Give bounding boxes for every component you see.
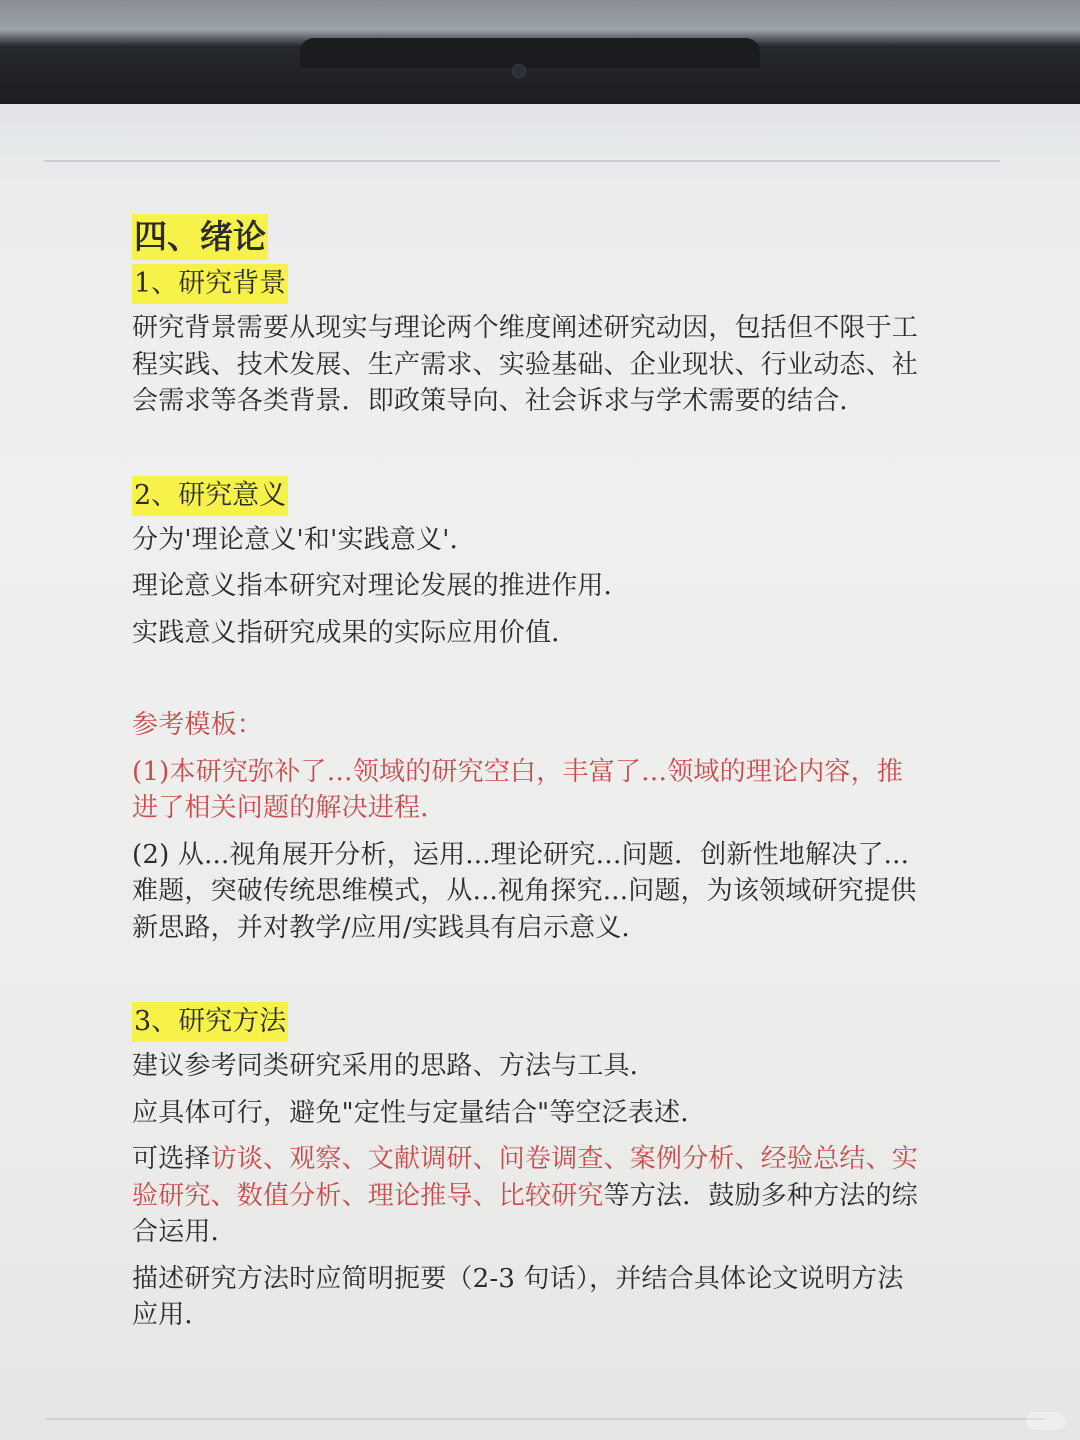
template-label: 参考模板： bbox=[132, 710, 264, 740]
significance-line-3: 实践意义指研究成果的实际应用价值． bbox=[132, 617, 578, 648]
page-top-rule bbox=[44, 160, 1000, 162]
section-title-significance-text: 2、研究意义 bbox=[132, 476, 288, 516]
template-item-2: (2) 从...视角展开分析，运用...理论研究…问题．创新性地解决了...难题，突破传统思维模式，从...视角探究...问题，为该领域研究提供新思路，并对教学/应用/实践具有启示意义． bbox=[132, 839, 917, 943]
document-screen bbox=[0, 104, 1080, 1440]
template-item-1: (1)本研究弥补了…领域的研究空白，丰富了…领域的理论内容，推进了相关问题的解决进程． bbox=[132, 756, 904, 823]
spacer bbox=[132, 946, 922, 1002]
significance-line-1: 分为'理论意义'和'实践意义'． bbox=[132, 524, 476, 555]
methods-list: 访谈、观察、文献调研、问卷调查、案例分析、经验总结、实验研究、数值分析、理论推导、比较研究 bbox=[132, 1144, 919, 1211]
spacer bbox=[132, 420, 922, 476]
methods-line-1: 建议参考同类研究采用的思路、方法与工具． bbox=[132, 1051, 657, 1081]
chapter-heading bbox=[132, 214, 922, 264]
significance-line-2: 理论意义指本研究对理论发展的推进作用． bbox=[132, 571, 630, 601]
background-paragraph: 研究背景需要从现实与理论两个维度阐述研究动因，包括但不限于工程实践、技术发展、生产需求、实验基础、企业现状、行业动态、社会需求等各类背景．即政策导向、社会诉求与学术需要的结合． bbox=[132, 313, 919, 416]
methods-line-2: 应具体可行，避免"定性与定量结合"等空泛表述． bbox=[132, 1097, 707, 1128]
section-title-significance bbox=[132, 476, 922, 522]
methods-line-3-prefix: 可选择 bbox=[132, 1144, 211, 1174]
page-bottom-rule bbox=[46, 1418, 1046, 1420]
chapter-heading-text: 四、绪论 bbox=[132, 214, 268, 260]
section-title-methods bbox=[132, 1002, 922, 1048]
methods-line-3-suffix: 等方法．鼓励多种方法的综合运用． bbox=[132, 1180, 919, 1247]
laptop-bezel bbox=[0, 0, 1080, 110]
section-title-methods-text: 3、研究方法 bbox=[132, 1002, 288, 1042]
webcam-icon bbox=[512, 64, 526, 78]
section-title-background-text: 1、研究背景 bbox=[132, 264, 288, 304]
methods-line-3 bbox=[132, 1141, 922, 1251]
watermark-badge bbox=[1026, 1412, 1066, 1430]
spacer bbox=[132, 651, 922, 707]
bezel-notch bbox=[300, 38, 760, 68]
document-body bbox=[132, 214, 922, 1334]
section-title-background bbox=[132, 264, 922, 310]
methods-line-4: 描述研究方法时应简明扼要（2-3 句话），并结合具体论文说明方法应用． bbox=[132, 1263, 904, 1330]
